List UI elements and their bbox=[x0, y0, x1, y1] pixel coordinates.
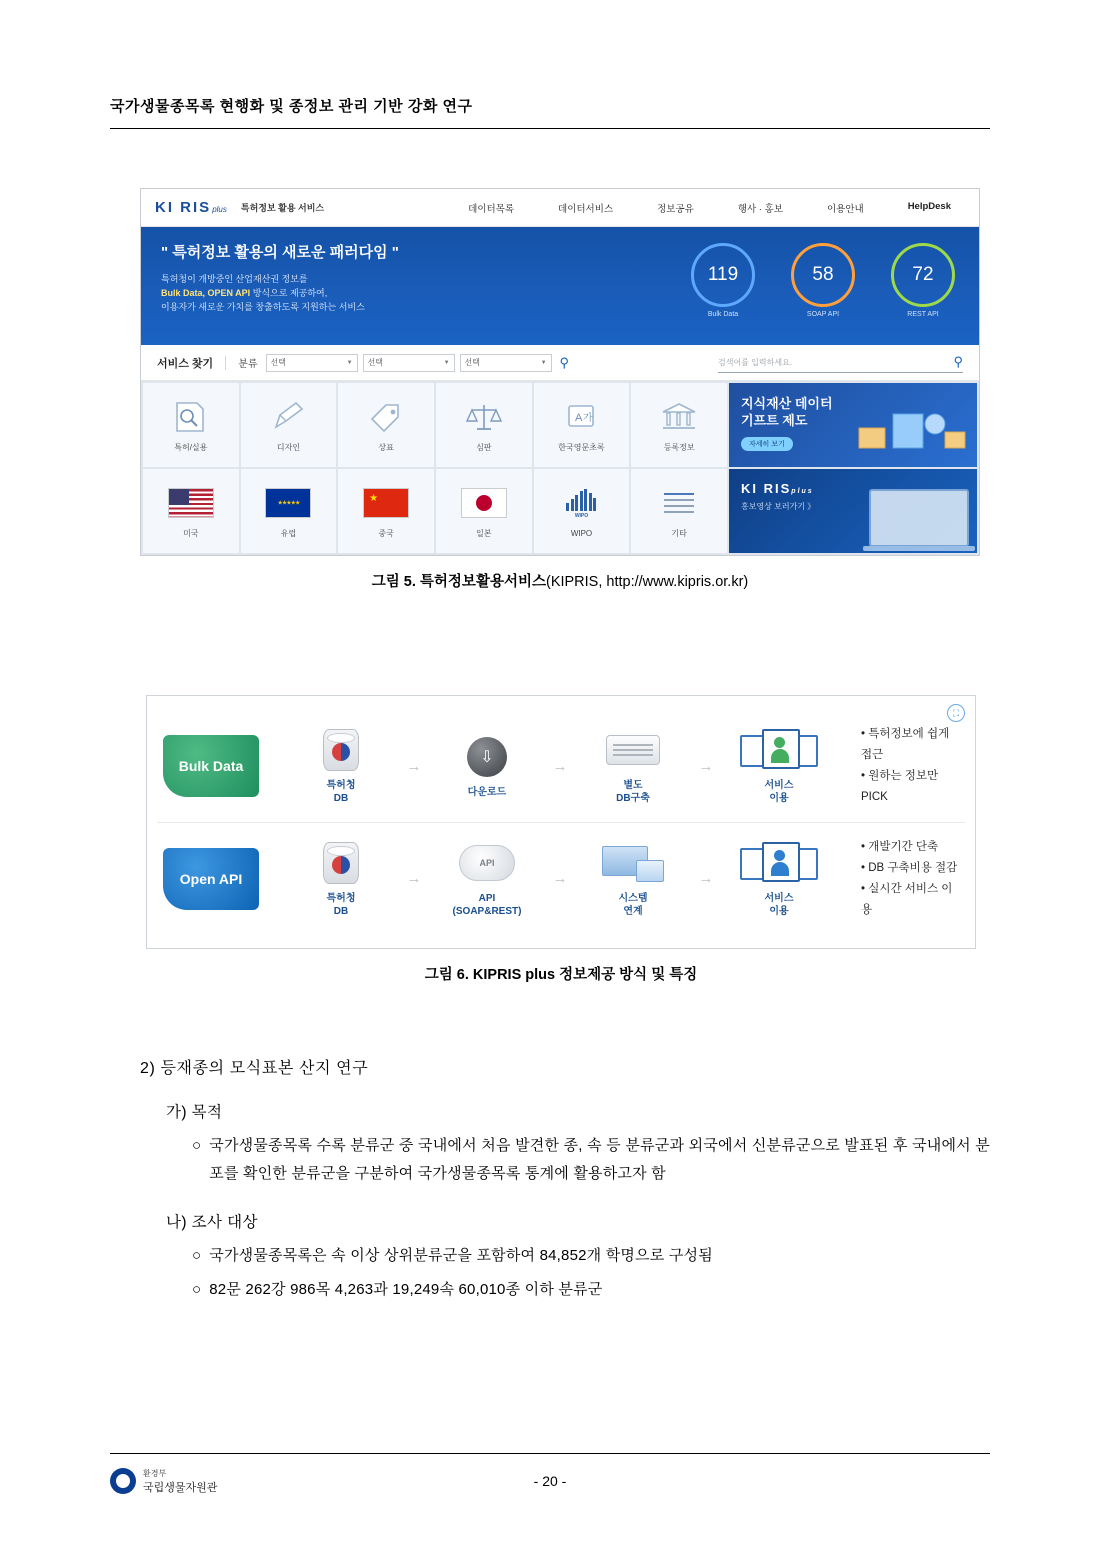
tile-label: 유럽 bbox=[280, 528, 297, 538]
tile-label: 등록정보 bbox=[663, 442, 695, 452]
flag-eu-icon bbox=[265, 484, 311, 522]
step-caption-line2: DB bbox=[333, 793, 349, 804]
kipris-hero-banner bbox=[141, 227, 979, 345]
organization-text bbox=[143, 1468, 217, 1495]
figure-5 bbox=[140, 188, 980, 591]
step-caption-line2: DB bbox=[333, 905, 349, 917]
chevron-down-icon: ▼ bbox=[443, 359, 450, 366]
kipris-flow-diagram bbox=[146, 695, 976, 949]
tile-label: WIPO bbox=[570, 528, 593, 538]
subsection-target: 나) 조사 대상 bbox=[166, 1214, 258, 1231]
arrow-icon: → bbox=[698, 757, 714, 775]
promo-gift-line2: 기프트 제도 bbox=[741, 413, 808, 428]
tile-label: 상표 bbox=[378, 442, 394, 452]
step-caption-line1: 별도 bbox=[623, 780, 643, 791]
promo-column bbox=[729, 381, 979, 555]
organization-line1: 환경부 bbox=[143, 1468, 167, 1478]
flag-jp-icon bbox=[461, 484, 507, 522]
stat-rest-api-value: 72 bbox=[891, 243, 955, 307]
search-icon[interactable]: ⚲ bbox=[953, 354, 963, 369]
expand-icon[interactable]: ⛶ bbox=[947, 704, 965, 722]
laptop-illustration bbox=[869, 489, 969, 547]
step-caption-line1: API bbox=[478, 892, 496, 904]
step-api bbox=[431, 840, 543, 918]
kipris-logo-sup: plus bbox=[212, 205, 227, 214]
page-number: - 20 - bbox=[533, 1473, 567, 1489]
page-footer bbox=[110, 1453, 990, 1498]
target-item-1 bbox=[192, 1242, 990, 1270]
purpose-item-text: 국가생물종목록 수록 분류군 중 국내에서 처음 발견한 종, 속 등 분류군과 외국에서 신분류군으로 발표된 후 국내에서 분포를 확인한 분류군을 구분하여 국가생물종목록 통계에 활용하고자 함 bbox=[209, 1137, 990, 1182]
step-caption-line1: 특허청 bbox=[326, 780, 356, 791]
stat-soap-api bbox=[791, 243, 855, 318]
figure-5-caption-rest: (KIPRIS, http://www.kipris.or.kr) bbox=[545, 574, 749, 590]
promo-illustration bbox=[849, 394, 969, 461]
tile-label: 디자인 bbox=[276, 442, 301, 452]
pencil-icon bbox=[268, 398, 308, 436]
target-item-2-text: 82문 262강 986목 4,263과 19,249속 60,010종 이하 분류군 bbox=[209, 1281, 603, 1298]
step-caption-line2: 이용 bbox=[769, 793, 789, 804]
figure-6-caption bbox=[146, 963, 976, 984]
category-select-2[interactable] bbox=[363, 354, 455, 372]
tile-cn[interactable] bbox=[338, 469, 434, 553]
kipris-logo-text: KI RIS bbox=[155, 199, 212, 216]
kipris-screenshot bbox=[140, 188, 980, 556]
step-caption bbox=[285, 779, 397, 805]
chevron-down-icon: ▼ bbox=[540, 359, 547, 366]
step-kipo-db bbox=[285, 727, 397, 805]
flow-row-open-api bbox=[157, 822, 965, 934]
cloud-api-icon: API bbox=[431, 840, 543, 886]
stat-soap-api-label: SOAP API bbox=[806, 311, 840, 318]
nav-item-info-share[interactable]: 정보공유 bbox=[657, 203, 694, 215]
hero-line-3: 이용자가 새로운 가치를 창출하도록 지원하는 서비스 bbox=[161, 302, 365, 312]
server-icon bbox=[577, 727, 689, 773]
step-caption bbox=[723, 892, 835, 918]
flag-cn-icon bbox=[363, 484, 409, 522]
badge-bulk-data: Bulk Data bbox=[163, 735, 259, 797]
tile-patent-utility[interactable] bbox=[143, 383, 239, 467]
stat-bulk-data-value: 119 bbox=[691, 243, 755, 307]
service-finder-divider bbox=[225, 356, 226, 370]
step-caption bbox=[723, 779, 835, 805]
tile-design[interactable] bbox=[241, 383, 337, 467]
step-caption-line1: 다운로드 bbox=[467, 786, 507, 798]
step-caption bbox=[577, 779, 689, 805]
stat-bulk-data-label: Bulk Data bbox=[707, 311, 739, 318]
taegeuk-icon bbox=[110, 1468, 136, 1494]
bullet-item: • 원하는 정보만 PICK bbox=[861, 770, 939, 803]
tile-label: 미국 bbox=[183, 528, 199, 538]
step-caption bbox=[431, 786, 543, 799]
bullet-mark: ○ bbox=[192, 1281, 202, 1298]
kipris-service-finder bbox=[141, 345, 979, 381]
step-service-use bbox=[723, 727, 835, 805]
bullets-open-api bbox=[861, 837, 959, 921]
stat-soap-api-value: 58 bbox=[791, 243, 855, 307]
arrow-icon: → bbox=[552, 757, 568, 775]
footer-content bbox=[110, 1464, 990, 1498]
category-search-icon[interactable]: ⚲ bbox=[559, 354, 570, 370]
system-screens-icon bbox=[577, 840, 689, 886]
promo-gift-button[interactable]: 자세히 보기 bbox=[741, 437, 793, 451]
section-heading: 2) 등재종의 모식표본 산지 연구 bbox=[140, 1060, 369, 1077]
step-system-link bbox=[577, 840, 689, 918]
stat-rest-api-label: REST API bbox=[907, 311, 939, 318]
bullets-bulk-data bbox=[861, 724, 959, 808]
promo-video-logo-text: KI RIS bbox=[741, 481, 792, 496]
keyword-search-field[interactable] bbox=[718, 352, 963, 373]
category-select-1[interactable] bbox=[266, 354, 358, 372]
tag-icon bbox=[366, 398, 406, 436]
tile-eu[interactable] bbox=[241, 469, 337, 553]
stat-rest-api bbox=[891, 243, 955, 318]
category-select-1-value: 선택 bbox=[270, 358, 286, 367]
body-text bbox=[140, 1055, 990, 1310]
step-caption bbox=[577, 892, 689, 918]
arrow-icon: → bbox=[406, 757, 422, 775]
wipo-logo-icon: WIPO bbox=[566, 485, 596, 523]
arrow-icon: → bbox=[406, 870, 422, 887]
running-header bbox=[110, 95, 990, 129]
organization-logo bbox=[110, 1468, 217, 1495]
database-icon bbox=[285, 840, 397, 886]
kipris-nav-items bbox=[324, 201, 965, 215]
category-select-3[interactable] bbox=[460, 354, 552, 372]
tile-label: 심판 bbox=[476, 442, 492, 452]
promo-banner-gift[interactable] bbox=[729, 383, 977, 467]
step-caption-line1: 시스템 bbox=[618, 892, 648, 904]
step-caption-line2: 이용 bbox=[769, 905, 789, 917]
patent-document-icon bbox=[171, 398, 211, 436]
stat-bulk-data bbox=[691, 243, 755, 318]
footer-divider bbox=[110, 1453, 990, 1454]
list-icon bbox=[664, 484, 694, 522]
promo-video-logo-sup: plus bbox=[791, 488, 814, 495]
step-service-use-2 bbox=[723, 840, 835, 918]
tile-registration-info[interactable] bbox=[631, 383, 727, 467]
step-kipo-db-2 bbox=[285, 840, 397, 918]
figure-5-caption bbox=[140, 570, 980, 591]
arrow-icon: → bbox=[698, 870, 714, 887]
svg-text:A: A bbox=[575, 411, 583, 424]
step-caption bbox=[285, 892, 397, 918]
tile-label: 중국 bbox=[378, 528, 394, 538]
bullet-mark: ○ bbox=[192, 1247, 202, 1264]
service-tile-grid bbox=[141, 381, 729, 555]
hero-stats bbox=[691, 243, 955, 318]
promo-banner-video[interactable] bbox=[729, 469, 977, 553]
hero-line-2-strong: Bulk Data, OPEN API bbox=[161, 288, 251, 298]
promo-video-link[interactable]: 홍보영상 보러가기 》 bbox=[741, 502, 816, 511]
flow-row-bulk-data bbox=[157, 710, 965, 822]
organization-line2: 국립생물자원관 bbox=[143, 1481, 218, 1494]
promo-gift-line1: 지식재산 데이터 bbox=[741, 396, 833, 411]
kipris-navbar bbox=[141, 189, 979, 227]
tile-us[interactable] bbox=[143, 469, 239, 553]
tile-label: 기타 bbox=[671, 528, 687, 538]
arrow-icon: → bbox=[552, 870, 568, 887]
monitors-user-icon bbox=[723, 840, 835, 886]
figure-6-caption-text: 그림 6. KIPRIS plus 정보제공 방식 및 특징 bbox=[424, 967, 698, 983]
translation-icon bbox=[561, 398, 601, 436]
bullet-item: • 특허정보에 쉽게 접근 bbox=[861, 728, 950, 761]
tile-jp[interactable] bbox=[436, 469, 532, 553]
step-caption-line1: 서비스 bbox=[764, 892, 794, 904]
header-divider bbox=[110, 128, 990, 129]
kipris-logo-subtitle: 특허정보 활용 서비스 bbox=[240, 203, 325, 213]
figure-5-caption-bold: 그림 5. 특허정보활용서비스 bbox=[371, 574, 546, 590]
nav-item-data-list[interactable]: 데이터목록 bbox=[468, 203, 515, 215]
tile-label: 특허/실용 bbox=[174, 442, 208, 452]
download-icon: ⇩ bbox=[431, 734, 543, 780]
hero-title: " 특허정보 활용의 새로운 패러다임 " bbox=[161, 244, 399, 261]
chevron-down-icon: ▼ bbox=[346, 359, 353, 366]
running-header-title: 국가생물종목록 현행화 및 종정보 관리 기반 강화 연구 bbox=[110, 98, 473, 115]
step-caption bbox=[431, 892, 543, 918]
step-caption-line2: DB구축 bbox=[616, 793, 650, 804]
bullet-item: • DB 구축비용 절감 bbox=[861, 861, 958, 874]
nav-item-guide[interactable]: 이용안내 bbox=[826, 203, 864, 215]
scales-icon bbox=[464, 398, 504, 436]
hero-line-2-rest: 방식으로 제공하여, bbox=[250, 288, 328, 298]
spacer bbox=[140, 1194, 990, 1210]
step-caption-line2: (SOAP&REST) bbox=[452, 905, 522, 917]
kipris-logo[interactable] bbox=[155, 199, 227, 216]
target-item-1-text: 국가생물종목록은 속 이상 상위분류군을 포함하여 84,852개 학명으로 구성됨 bbox=[209, 1247, 713, 1264]
step-separate-db bbox=[577, 727, 689, 805]
badge-open-api: Open API bbox=[163, 848, 259, 910]
tile-label: 일본 bbox=[476, 528, 492, 538]
svg-text:가: 가 bbox=[583, 412, 594, 424]
bullet-mark: ○ bbox=[192, 1137, 202, 1154]
flag-us-icon bbox=[168, 484, 214, 522]
tile-trademark[interactable] bbox=[338, 383, 434, 467]
tile-trial[interactable] bbox=[436, 383, 532, 467]
tile-label: 한국영문초록 bbox=[558, 442, 605, 452]
tile-wipo[interactable] bbox=[534, 469, 630, 553]
nav-item-events[interactable]: 행사 · 홍보 bbox=[737, 203, 783, 215]
step-caption-line1: 특허청 bbox=[326, 892, 356, 904]
subsection-purpose: 가) 목적 bbox=[166, 1104, 223, 1121]
step-caption-line1: 서비스 bbox=[764, 780, 794, 791]
category-select-2-value: 선택 bbox=[367, 358, 383, 367]
target-item-2 bbox=[192, 1276, 990, 1304]
category-select-3-value: 선택 bbox=[464, 358, 480, 367]
category-label: 분류 bbox=[238, 359, 258, 370]
monitors-user-icon bbox=[723, 727, 835, 773]
database-icon bbox=[285, 727, 397, 773]
step-download bbox=[431, 734, 543, 799]
kipris-content-area bbox=[141, 381, 979, 555]
bullet-item: • 실시간 서비스 이용 bbox=[861, 882, 953, 916]
service-finder-label: 서비스 찾기 bbox=[157, 357, 214, 370]
figure-6 bbox=[146, 695, 976, 984]
purpose-item bbox=[192, 1132, 990, 1188]
tile-korean-abstract[interactable] bbox=[534, 383, 630, 467]
hero-line-1: 특허청이 개방중인 산업재산권 정보를 bbox=[161, 274, 308, 284]
step-caption-line2: 연계 bbox=[623, 905, 643, 917]
search-input-placeholder: 검색어를 입력하세요. bbox=[718, 357, 792, 367]
nav-item-helpdesk[interactable]: HelpDesk bbox=[907, 200, 951, 212]
nav-item-data-service[interactable]: 데이터서비스 bbox=[558, 203, 614, 215]
bullet-item: • 개발기간 단축 bbox=[861, 840, 939, 853]
bank-icon bbox=[659, 398, 699, 436]
tile-etc[interactable] bbox=[631, 469, 727, 553]
